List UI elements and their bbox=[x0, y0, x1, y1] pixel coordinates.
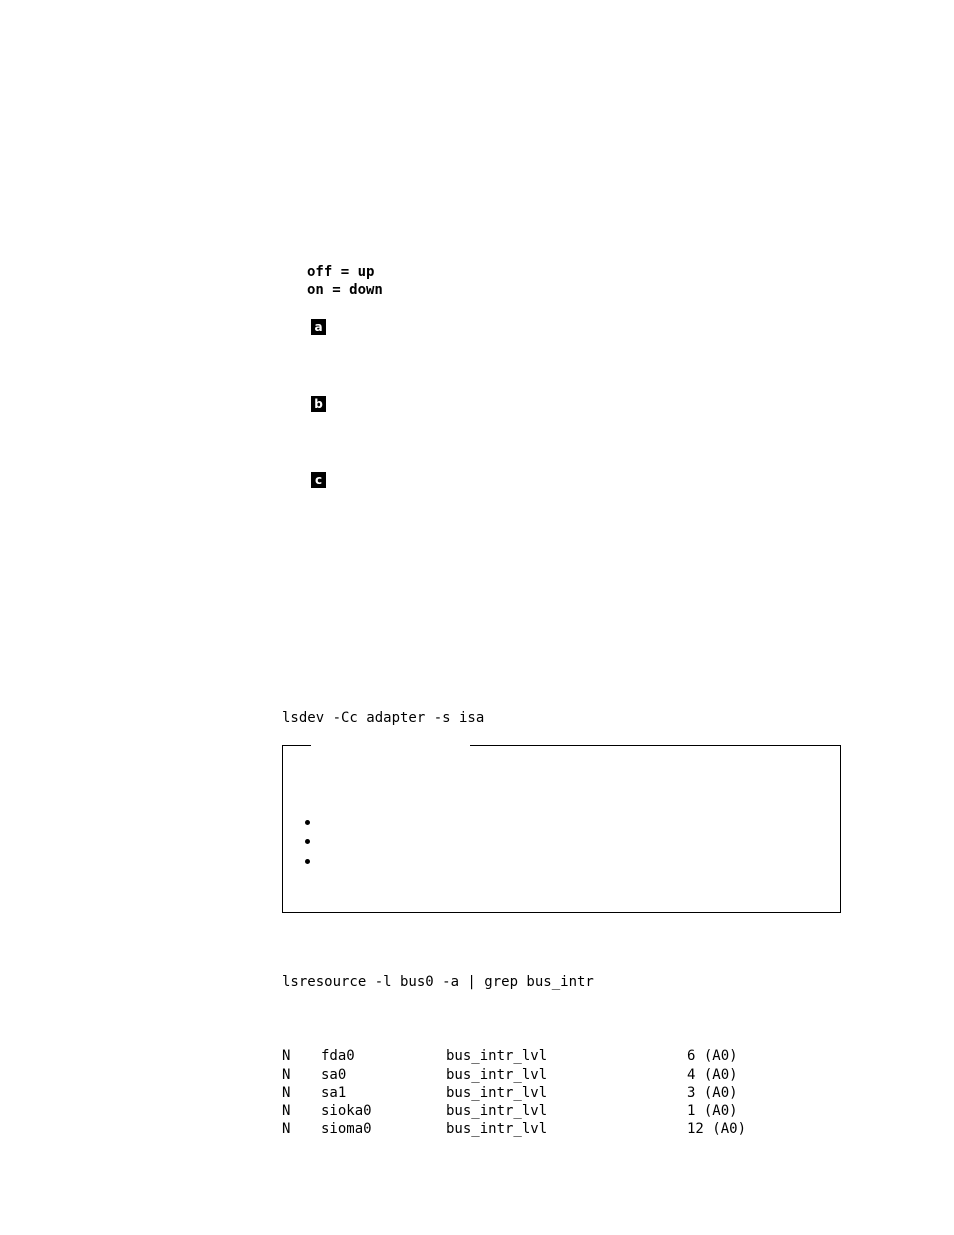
row-attribute: bus_intr_lvl bbox=[446, 1103, 548, 1119]
row-value: 12 (A0) bbox=[687, 1121, 747, 1137]
row-flag: N bbox=[282, 1085, 291, 1101]
table-row bbox=[282, 1084, 762, 1102]
table-row bbox=[282, 1120, 762, 1138]
bullet-3 bbox=[305, 859, 310, 864]
row-flag: N bbox=[282, 1121, 291, 1137]
row-device-name: sioma0 bbox=[321, 1121, 372, 1137]
switch-legend-off: off = up bbox=[307, 264, 375, 280]
row-flag: N bbox=[282, 1048, 291, 1064]
row-value: 6 (A0) bbox=[687, 1048, 738, 1064]
switch-legend-on: on = down bbox=[307, 282, 383, 298]
row-value: 3 (A0) bbox=[687, 1085, 738, 1101]
callout-c: c bbox=[311, 472, 326, 488]
row-attribute: bus_intr_lvl bbox=[446, 1121, 548, 1137]
bullet-2 bbox=[305, 839, 310, 844]
table-row bbox=[282, 1047, 762, 1065]
row-attribute: bus_intr_lvl bbox=[446, 1067, 548, 1083]
row-device-name: sa0 bbox=[321, 1067, 347, 1083]
table-row bbox=[282, 1102, 762, 1120]
row-flag: N bbox=[282, 1067, 291, 1083]
lsresource-command: lsresource -l bus0 -a | grep bus_intr bbox=[282, 974, 594, 990]
row-device-name: fda0 bbox=[321, 1048, 355, 1064]
callout-a: a bbox=[311, 319, 326, 335]
note-box bbox=[282, 745, 841, 913]
row-attribute: bus_intr_lvl bbox=[446, 1048, 548, 1064]
bullet-1 bbox=[305, 820, 310, 825]
lsdev-command: lsdev -Cc adapter -s isa bbox=[282, 710, 485, 726]
row-device-name: sa1 bbox=[321, 1085, 347, 1101]
row-value: 1 (A0) bbox=[687, 1103, 738, 1119]
row-attribute: bus_intr_lvl bbox=[446, 1085, 548, 1101]
note-box-title-gap bbox=[311, 744, 470, 748]
callout-b: b bbox=[311, 396, 326, 412]
table-row bbox=[282, 1066, 762, 1084]
row-value: 4 (A0) bbox=[687, 1067, 738, 1083]
row-flag: N bbox=[282, 1103, 291, 1119]
row-device-name: sioka0 bbox=[321, 1103, 372, 1119]
